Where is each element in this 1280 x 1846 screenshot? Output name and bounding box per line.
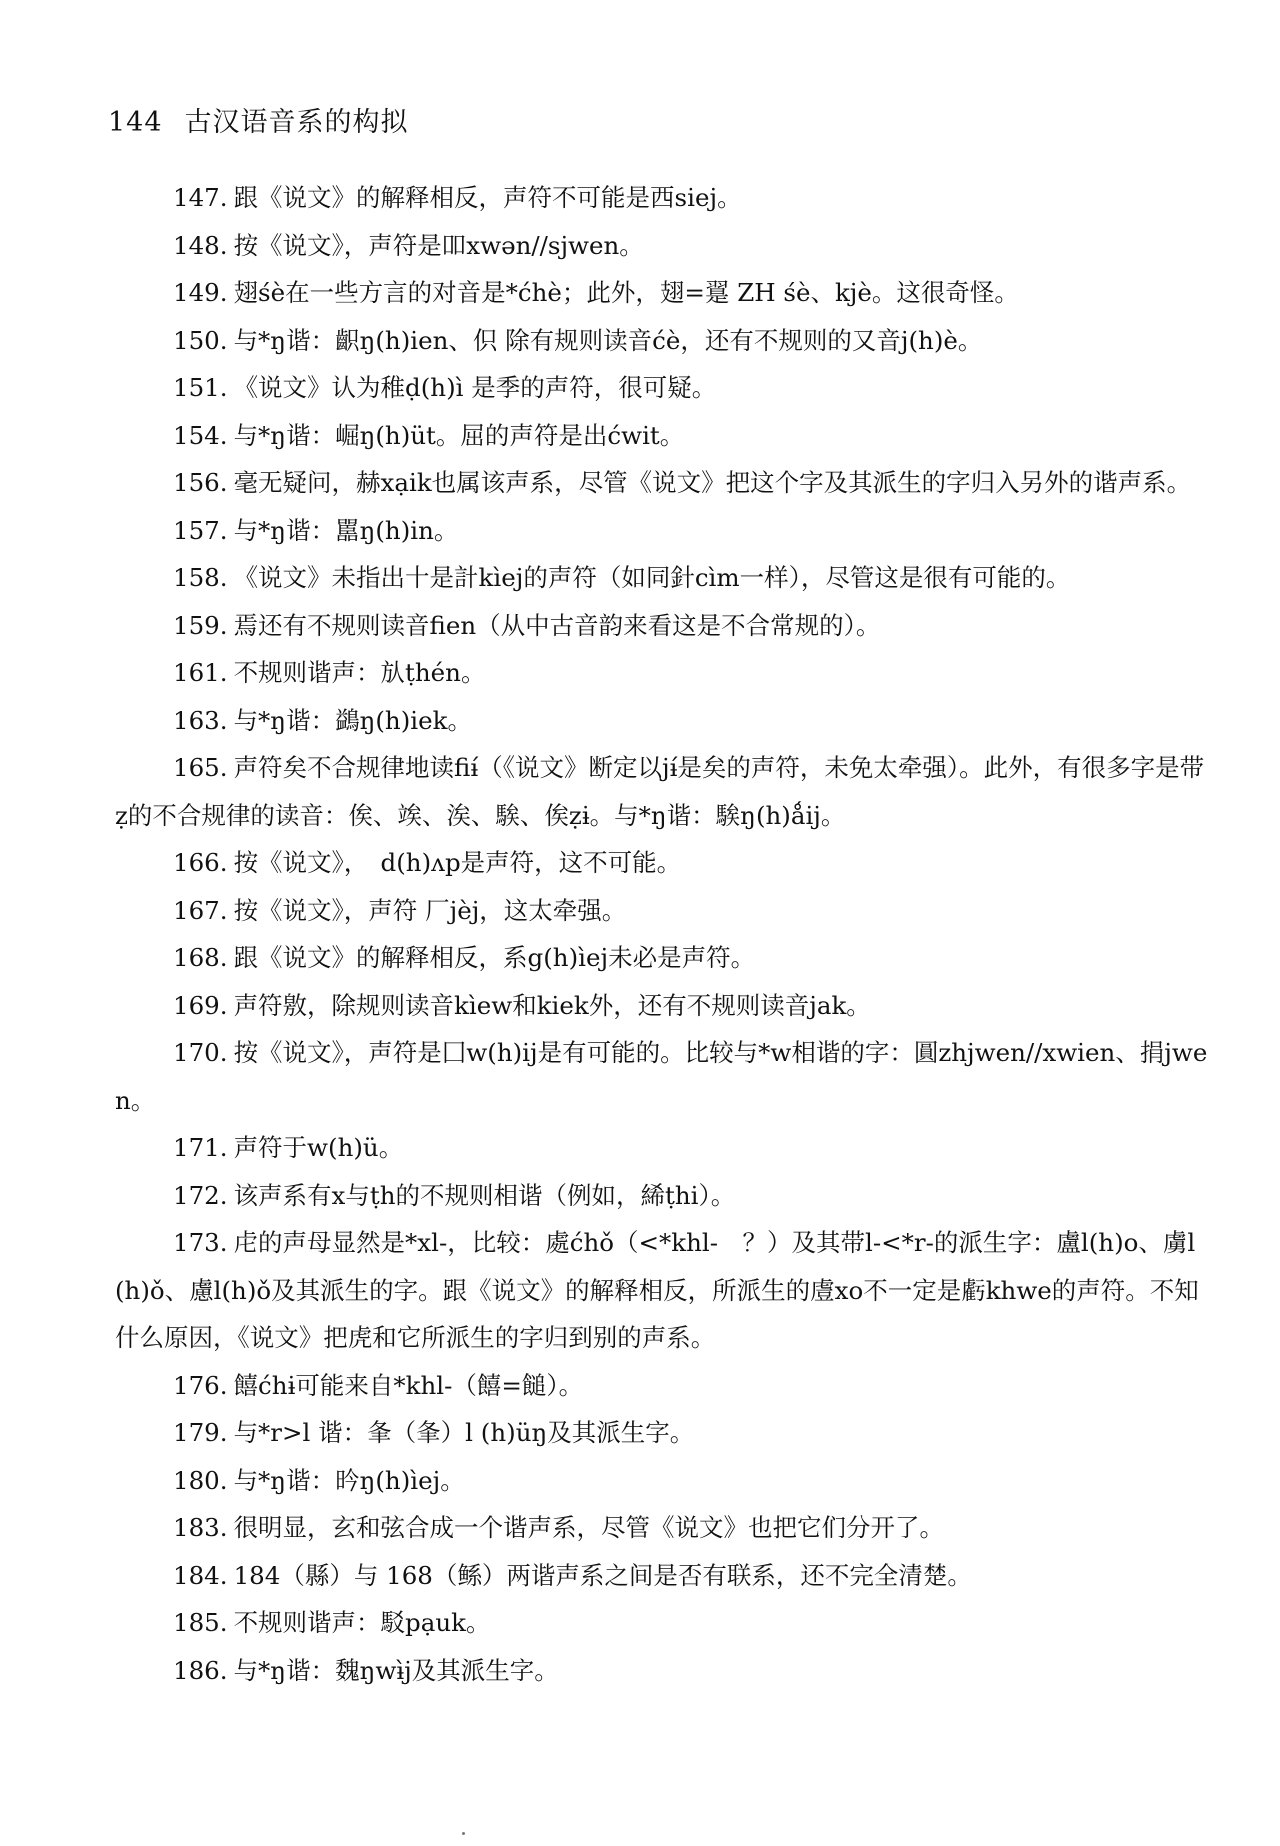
note-text: 跟《说文》的解释相反，声符不可能是西siej。 <box>233 183 742 212</box>
note-171 <box>115 1124 1210 1172</box>
note-number: 166. <box>173 848 228 877</box>
note-147 <box>115 174 1210 222</box>
note-154 <box>115 412 1210 460</box>
note-number: 158. <box>173 563 228 592</box>
note-number: 167. <box>173 895 228 925</box>
note-text: 毫无疑问，赫xạik也属该声系，尽管《说文》把这个字及其派生的字归入另外的谐声系。 <box>233 468 1192 497</box>
notes-list <box>115 174 1210 1694</box>
note-number: 150. <box>173 325 228 355</box>
note-text: 与*ŋ谐：鷁ŋ(h)iek。 <box>233 705 472 735</box>
note-number: 173. <box>173 1228 228 1257</box>
note-number: 169. <box>173 990 228 1020</box>
note-number: 151. <box>173 373 228 402</box>
note-text: 不规则谐声：㫃ṭhén。 <box>233 658 486 687</box>
note-151 <box>115 364 1210 412</box>
note-text: 声符敫，除规则读音kìew和kiek外，还有不规则读音jak。 <box>233 990 871 1020</box>
note-number: 179. <box>173 1418 228 1447</box>
note-text: 按《说文》，声符是囗w(h)ij是有可能的。比较与*w相谐的字：圓zhjwen//xwien、捐jwen。 <box>115 1038 1208 1115</box>
note-number: 154. <box>173 420 228 450</box>
page-number: 144 <box>108 107 163 138</box>
note-number: 147. <box>173 183 228 212</box>
note-176 <box>115 1362 1210 1410</box>
note-number: 161. <box>173 658 228 687</box>
note-text: 《说文》未指出十是計kìej的声符（如同針cìm一样），尽管这是很有可能的。 <box>233 563 1071 592</box>
note-text: 与*ŋ谐：魏ŋwɨ̀j及其派生字。 <box>233 1655 559 1685</box>
note-number: 176. <box>173 1370 228 1400</box>
note-text: 跟《说文》的解释相反，系g(h)ìej未必是声符。 <box>233 943 756 972</box>
note-168 <box>115 934 1210 982</box>
note-text: 184（縣）与 168（鲧）两谐声系之间是否有联系，还不完全清楚。 <box>233 1560 972 1590</box>
note-text: 虍的声母显然是*xl-，比较：處ćhǒ（<*khl- ？）及其带l-<*r-的派生字：盧l(h)o、虜l(h)ǒ、慮l(h)ǒ及其派生的字。跟《说文》的解释相反，所派生的䖒xo不一定是虧khwe的声符。不知什么原因，《说文》把虎和它所派生的字归到别的声系。 <box>115 1228 1199 1352</box>
note-text: 与*ŋ谐：嚚ŋ(h)in。 <box>233 515 459 545</box>
note-text: 声符矣不合规律地读fiɨ́（《说文》断定以jɨ́是矣的声符，未免太牵强）。此外，有很多字是带ẓ的不合规律的读音：俟、竢、涘、騃、俟ẓɨ。与*ŋ谐：騃ŋ(h)ǻij。 <box>115 753 1205 830</box>
note-number: 163. <box>173 705 228 735</box>
note-180 <box>115 1457 1210 1505</box>
note-number: 172. <box>173 1180 228 1210</box>
note-number: 149. <box>173 278 228 307</box>
note-number: 148. <box>173 230 228 260</box>
note-173 <box>115 1219 1210 1362</box>
note-179 <box>115 1409 1210 1457</box>
note-172 <box>115 1172 1210 1220</box>
note-number: 171. <box>173 1133 228 1162</box>
note-text: 声符于w(h)ü。 <box>233 1133 404 1162</box>
note-text: 翅śè在一些方言的对音是*ćhè；此外，翅=翨 ZH śè、kjè。这很奇怪。 <box>233 278 1019 307</box>
note-text: 不规则谐声：駁pạuk。 <box>233 1608 491 1637</box>
note-number: 168. <box>173 943 228 972</box>
note-169 <box>115 982 1210 1030</box>
note-167 <box>115 887 1210 935</box>
note-165 <box>115 744 1210 839</box>
note-text: 饎ćhɨ可能来自*khl-（饎=䭔）。 <box>233 1370 584 1400</box>
note-184 <box>115 1552 1210 1600</box>
note-163 <box>115 697 1210 745</box>
note-157 <box>115 507 1210 555</box>
note-158 <box>115 554 1210 602</box>
note-186 <box>115 1647 1210 1695</box>
note-text: 按《说文》， d(h)ʌp是声符，这不可能。 <box>233 848 682 877</box>
note-text: 与*r>l 谐：夆（夆）l (h)üŋ及其派生字。 <box>233 1418 695 1447</box>
note-number: 183. <box>173 1513 228 1542</box>
note-number: 170. <box>173 1038 228 1067</box>
note-text: 与*ŋ谐：昑ŋ(h)ìej。 <box>233 1465 465 1495</box>
note-text: 该声系有x与ṭh的不规则相谐（例如，絺ṭhi）。 <box>233 1180 736 1210</box>
note-161 <box>115 649 1210 697</box>
note-185 <box>115 1599 1210 1647</box>
note-number: 159. <box>173 610 228 640</box>
note-text: 与*ŋ谐：齞ŋ(h)ien、伿 除有规则读音ćè，还有不规则的又音j(h)è。 <box>233 325 983 355</box>
scan-speck <box>462 1832 465 1835</box>
note-text: 按《说文》，声符 厂jèj，这太牵强。 <box>233 895 627 925</box>
note-number: 185. <box>173 1608 228 1637</box>
note-number: 180. <box>173 1465 228 1495</box>
note-148 <box>115 222 1210 270</box>
running-header <box>108 100 409 139</box>
note-number: 186. <box>173 1655 228 1685</box>
note-159 <box>115 602 1210 650</box>
note-text: 很明显，玄和弦合成一个谐声系，尽管《说文》也把它们分开了。 <box>233 1513 945 1542</box>
book-title: 古汉语音系的构拟 <box>184 107 409 138</box>
note-170 <box>115 1029 1210 1124</box>
note-183 <box>115 1504 1210 1552</box>
note-number: 184. <box>173 1560 228 1590</box>
note-166 <box>115 839 1210 887</box>
note-number: 157. <box>173 515 228 545</box>
note-149 <box>115 269 1210 317</box>
note-156 <box>115 459 1210 507</box>
note-150 <box>115 317 1210 365</box>
note-number: 156. <box>173 468 228 497</box>
note-text: 《说文》认为稚ḍ(h)ì 是季的声符，很可疑。 <box>233 373 717 402</box>
note-text: 与*ŋ谐：崛ŋ(h)üt。屈的声符是出ćwit。 <box>233 420 685 450</box>
note-text: 焉还有不规则读音fien（从中古音韵来看这是不合常规的）。 <box>233 610 881 640</box>
note-number: 165. <box>173 753 228 782</box>
note-text: 按《说文》，声符是吅xwən//sjwen。 <box>233 230 644 260</box>
